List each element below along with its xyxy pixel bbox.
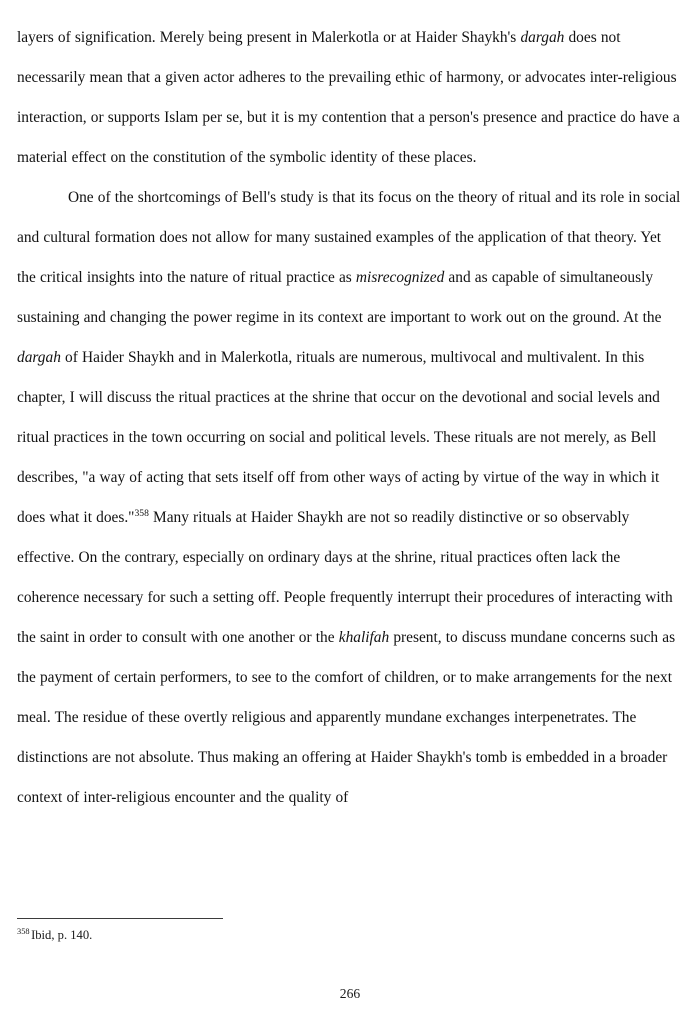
paragraph [17,18,683,178]
text-run: present, to discuss mundane concerns such as the payment of certain performers, to see to the comfort of children, or to make arrangements for the next meal. The residue of these overtly religious and apparently mundane exchanges interpenetrates. The distinctions are not absolute. Thus making an offering at Haider Shaykh's tomb is embedded in a broader context of inter-religious encounter and the quality of [17,629,676,806]
italic-term: khalifah [338,629,390,646]
italic-term: misrecognized [355,269,445,286]
paragraph [17,178,683,818]
page-body-text [17,18,683,818]
page-number: 266 [339,986,361,1001]
footnote-text: Ibid, p. 140. [31,928,93,942]
footnote-marker: 358 [17,926,30,936]
footnote-reference: 358 [134,507,149,519]
footnote-area [17,918,683,943]
text-run: One of the shortcomings of Bell's study is that its focus on the theory of ritual and its role in social and cultural formation does not allow for many sustained examples of the application of that theory. Yet the critical insights into the nature of ritual practice as [17,189,681,286]
text-run: Many rituals at Haider Shaykh are not so readily distinctive or so observably effective. On the contrary, especially on ordinary days at the shrine, ritual practices often lack the coherence necessary for such a setting off. People frequently interrupt their procedures of interacting with the saint in order to consult with one another or the [17,509,673,646]
footnote-separator-rule [17,918,223,919]
footnote-item [17,927,683,943]
italic-term: dargah [17,349,61,366]
italic-term: dargah [520,29,565,46]
text-run: and as capable of simultaneously sustaining and changing the power regime in its context are important to work out on the ground. At the [17,269,662,326]
text-run: of Haider Shaykh and in Malerkotla, rituals are numerous, multivocal and multivalent. In this chapter, I will discuss the ritual practices at the shrine that occur on the devotional and social levels and ritual practices in the town occurring on social and political levels. These rituals are not merely, as Bell describes, "a way of acting that sets itself off from other ways of acting by virtue of the way in which it does what it does." [17,349,660,526]
text-run: does not necessarily mean that a given actor adheres to the prevailing ethic of harmony, or advocates inter-religious interaction, or supports Islam per se, but it is my contention that a person's presence and practice do have a material effect on the constitution of the symbolic identity of these places. [17,29,680,166]
text-run: layers of signification. Merely being present in Malerkotla or at Haider Shaykh's [17,29,521,46]
